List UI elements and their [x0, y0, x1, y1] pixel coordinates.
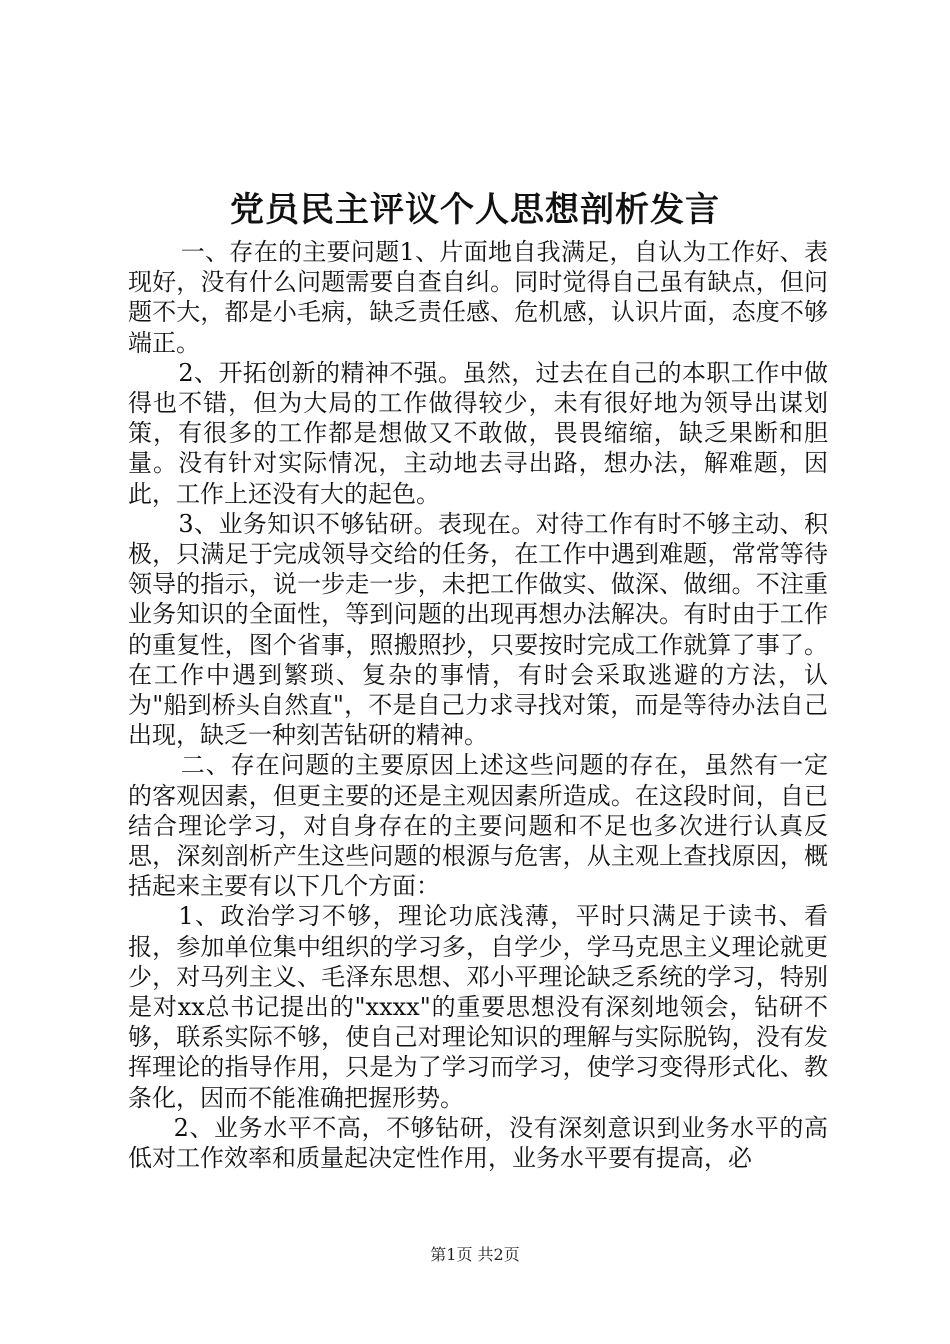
paragraph-5: 1、政治学习不够，理论功底浅薄，平时只满足于读书、看报，参加单位集中组织的学习多，自学少，学马克思主义理论就更少，对马列主义、毛泽东思想、邓小平理论缺乏系统的学习，特别是对xx总书记提出的"xxxx"的重要思想没有深刻地领会，钻研不够，联系实际不够，使自己对理论知识的理解与实际脱钩，没有发挥理论的指导作用，只是为了学习而学习，使学习变得形式化、教条化，因而不能准确把握形势。 — [128, 902, 828, 1112]
document-body — [128, 237, 828, 1173]
document-title: 党员民主评议个人思想剖析发言 — [230, 190, 720, 230]
paragraph-1: 一、存在的主要问题1、片面地自我满足，自认为工作好、表现好，没有什么问题需要自查自纠。同时觉得自己虽有缺点，但问题不大，都是小毛病，缺乏责任感、危机感，认识片面，态度不够端正。 — [128, 238, 828, 357]
page-number-footer: 第1页 共2页 — [430, 1245, 520, 1264]
paragraph-2: 2、开拓创新的精神不强。虽然，过去在自己的本职工作中做得也不错，但为大局的工作做得较少，未有很好地为领导出谋划策，有很多的工作都是想做又不敢做，畏畏缩缩，缺乏果断和胆量。没有针对实际情况，主动地去寻出路，想办法，解难题，因此，工作上还没有大的起色。 — [128, 358, 828, 508]
paragraph-4: 二、存在问题的主要原因上述这些问题的存在，虽然有一定的客观因素，但更主要的还是主观因素所造成。在这段时间，自已结合理论学习，对自身存在的主要问题和不足也多次进行认真反思，深刻剖析产生这些问题的根源与危害，从主观上查找原因，概括起来主要有以下几个方面： — [128, 751, 828, 901]
paragraph-3: 3、业务知识不够钻研。表现在。对待工作有时不够主动、积极，只满足于完成领导交给的任务，在工作中遇到难题，常常等待领导的指示，说一步走一步，未把工作做实、做深、做细。不注重业务知识的全面性，等到问题的出现再想办法解决。有时由于工作的重复性，图个省事，照搬照抄，只要按时完成工作就算了事了。在工作中遇到繁琐、复杂的事情，有时会采取逃避的方法，认为"船到桥头自然直"，不是自己力求寻找对策，而是等待办法自己出现，缺乏一种刻苦钻研的精神。 — [128, 509, 828, 750]
paragraph-6: 2、业务水平不高，不够钻研，没有深刻意识到业务水平的高低对工作效率和质量起决定性作用，业务水平要有提高，必 — [128, 1113, 828, 1173]
